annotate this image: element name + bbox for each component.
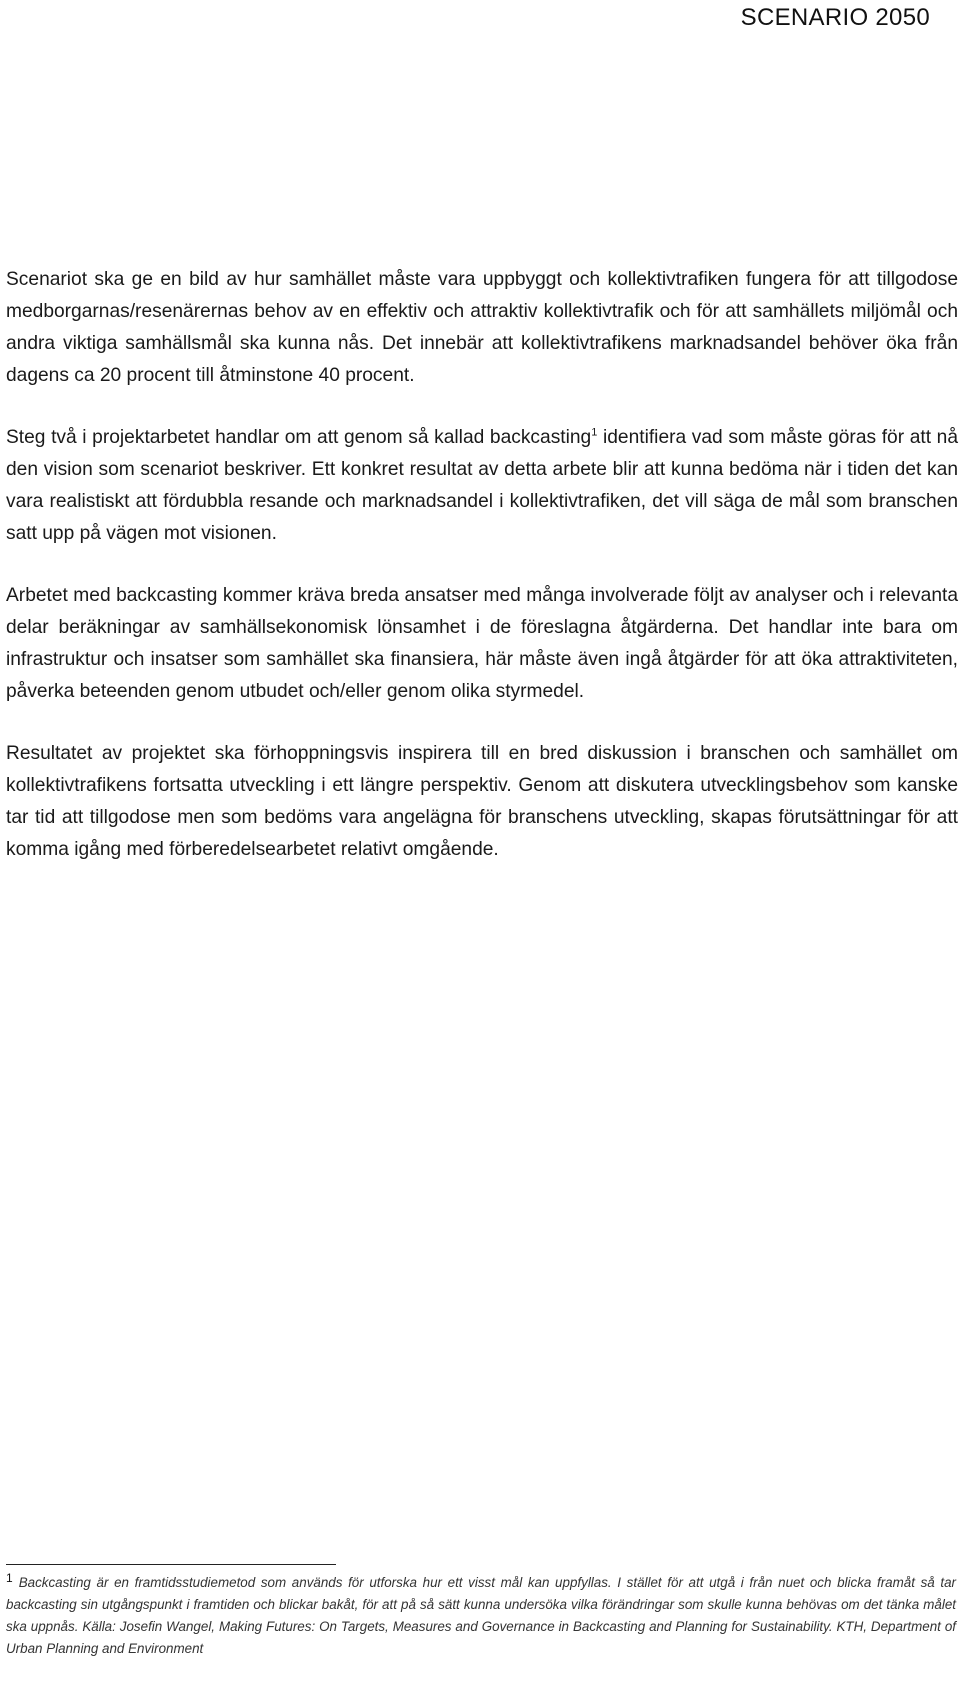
paragraph-text-before-ref: Steg två i projektarbetet handlar om att genom så kallad backcasting [6, 427, 592, 448]
footnote-divider [6, 1564, 336, 1565]
footnote [6, 1572, 956, 1660]
paragraph-text-after-ref: identifiera vad som måste göras för att nå den vision som scenariot beskriver. Ett konkret resultat av detta arbete blir att kunna bedöma när i tiden det kan vara realistiskt att fördubbla resande och marknadsandel i kollektivtrafiken, det vill säga de mål som branschen satt upp på vägen mot visionen. [6, 427, 958, 544]
running-header: SCENARIO 2050 [740, 4, 930, 31]
paragraph-project-result: Resultatet av projektet ska förhoppningsvis inspirera till en bred diskussion i branschen och samhället om kollektivtrafikens fortsatta utveckling i ett längre perspektiv. Genom att diskutera utvecklingsbehov som kanske tar tid att tillgodose men som bedöms vara angelägna för branschens utveckling, skapas förutsättningar för att komma igång med förberedelsearbetet relativt omgående. [6, 743, 958, 860]
paragraph-scenario-purpose: Scenariot ska ge en bild av hur samhället måste vara uppbyggt och kollektivtrafiken fungera för att tillgodose medborgarnas/resenärernas behov av en effektiv och attraktiv kollektivtrafik och för att samhällets miljömål och andra viktiga samhällsmål ska kunna nås. Det innebär att kollektivtrafikens marknadsandel behöver öka från dagens ca 20 procent till åtminstone 40 procent. [6, 269, 958, 386]
footnote-reference[interactable]: 1 [591, 426, 598, 439]
footnote-text: Backcasting är en framtidsstudiemetod som används för utforska hur ett visst mål kan uppfyllas. I stället för att utgå i från nuet och blicka framåt så tar backcasting sin utgångspunkt i framtiden och blickar bakåt, för att på så sätt kunna undersöka vilka förändringar som skulle kunna behövas om det tänka målet ska uppnås. Källa: Josefin Wangel, Making Futures: On Targets, Measures and Governance in Backcasting and Planning for Sustainability. KTH, Department of Urban Planning and Environment [6, 1575, 956, 1656]
footnote-number: 1 [6, 1570, 13, 1585]
body-text [6, 264, 958, 866]
paragraph-backcasting-work: Arbetet med backcasting kommer kräva breda ansatser med många involverade följt av analyser och i relevanta delar beräkningar av samhällsekonomisk lönsamhet i de föreslagna åtgärderna. Det handlar inte bara om infrastruktur och insatser som samhället ska finansiera, här måste även ingå åtgärder för att öka attraktiviteten, påverka beteenden genom utbudet och/eller genom olika styrmedel. [6, 585, 958, 702]
paragraph-backcasting-step [6, 422, 958, 550]
